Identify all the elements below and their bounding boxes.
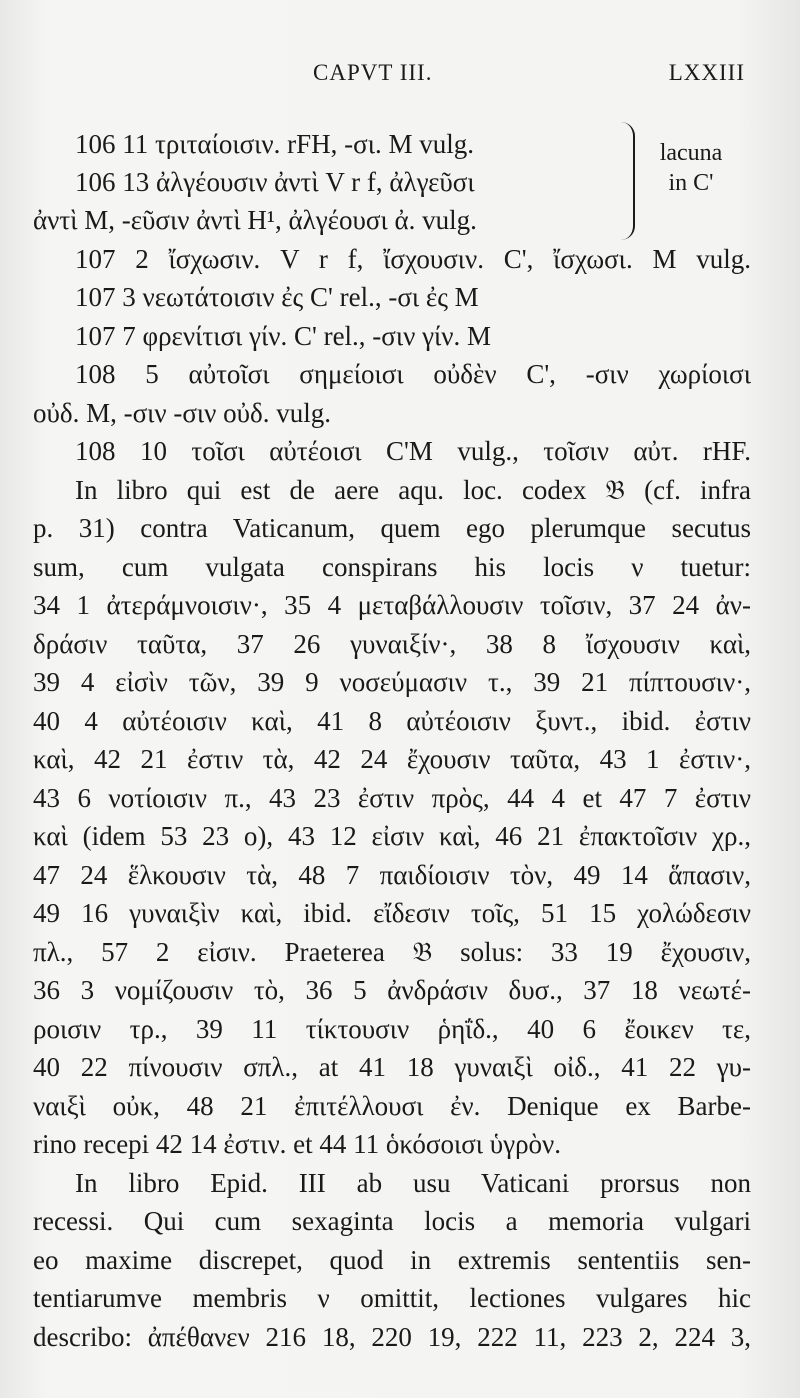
text-line: 36 3 νομίζουσιν τὸ, 36 5 ἀνδράσιν δυσ., 37 18 νεωτέ- <box>33 975 751 1005</box>
text-line: δράσιν ταῦτα, 37 26 γυναιξίν·, 38 8 ἴσχουσιν καὶ, <box>33 629 751 659</box>
text-line: 47 24 ἕλκουσιν τὰ, 48 7 παιδίοισιν τὸν, 49 14 ἅπασιν, <box>33 860 751 890</box>
text-line: 39 4 εἰσὶν τῶν, 39 9 νοσεύμασιν τ., 39 21 πίπτουσιν·, <box>33 667 751 697</box>
lacuna-word: lacuna <box>659 140 723 166</box>
text-line: 107 3 νεωτάτοισιν ἐς C' rel., -σι ἐς M <box>75 282 479 312</box>
text-line: 34 1 ἀτεράμνοισιν·, 35 4 μεταβάλλουσιν τοῖσιν, 37 24 ἀν- <box>33 590 751 620</box>
text-line: ναιξὶ οὐκ, 48 21 ἐπιτέλλουσι ἐν. Denique ex Barbe- <box>33 1091 751 1121</box>
text-line: recessi. Qui cum sexaginta locis a memoria vulgari <box>33 1206 751 1236</box>
text-line: 107 7 φρενίτισι γίν. C' rel., -σιν γίν. M <box>75 321 491 351</box>
text-line: 49 16 γυναιξὶν καὶ, ibid. εἴδεσιν τοῖς, 51 15 χολώδεσιν <box>33 898 751 928</box>
text-line: 106 13 ἀλγέουσιν ἀντὶ V r f, ἀλγεῦσι <box>75 167 475 197</box>
text-line: οὐδ. M, -σιν -σιν οὐδ. vulg. <box>33 398 331 428</box>
text-line: rino recepi 42 14 ἐστιν. et 44 11 ὁκόσοισι ὑγρὸν. <box>33 1129 562 1159</box>
text-line: καὶ, 42 21 ἐστιν τὰ, 42 24 ἔχουσιν ταῦτα, 43 1 ἐστιν·, <box>33 744 751 774</box>
text-line: p. 31) contra Vaticanum, quem ego plerumque secutus <box>33 513 751 543</box>
text-line: ροισιν τρ., 39 11 τίκτουσιν ῥηΐδ., 40 6 ἔοικεν τε, <box>33 1014 751 1044</box>
text-line: ἀντὶ M, -εῦσιν ἀντὶ H¹, ἀλγέουσι ἀ. vulg. <box>33 205 477 235</box>
text-line: eo maxime discrepet, quod in extremis sententiis sen- <box>33 1245 751 1275</box>
text-line: 108 5 αὐτοῖσι σημείοισι οὐδὲν C', -σιν χωρίοισι <box>75 359 751 389</box>
text-line: 107 2 ἴσχωσιν. V r f, ἴσχουσιν. C', ἴσχωσι. M vulg. <box>75 244 751 274</box>
text-line: sum, cum vulgata conspirans his locis ν tuetur: <box>33 552 751 582</box>
text-line: describo: ἀπέθανεν 216 18, 220 19, 222 11, 223 2, 224 3, <box>33 1322 751 1352</box>
text-line: In libro qui est de aere aqu. loc. codex 𝔅 (cf. infra <box>75 475 751 505</box>
text-line: 108 10 τοῖσι αὐτέοισι C'M vulg., τοῖσιν αὐτ. rHF. <box>75 436 751 466</box>
text-line: 40 4 αὐτέοισιν καὶ, 41 8 αὐτέοισιν ξυντ., ibid. ἐστιν <box>33 706 751 736</box>
text-line: 40 22 πίνουσιν σπλ., at 41 18 γυναιξὶ οἰδ., 41 22 γυ- <box>33 1052 751 1082</box>
text-line: In libro Epid. III ab usu Vaticani prorsus non <box>75 1168 751 1198</box>
text-line: 43 6 νοτίοισιν π., 43 23 ἐστιν πρὸς, 44 4 et 47 7 ἐστιν <box>33 783 751 813</box>
text-line: tentiarumve membris ν omittit, lectiones vulgares hic <box>33 1283 751 1313</box>
running-head <box>75 60 745 92</box>
text-line: πλ., 57 2 εἰσιν. Praeterea 𝔅 solus: 33 19 ἔχουσιν, <box>33 937 751 967</box>
text-line: 106 11 τριταίοισιν. rFH, -σι. M vulg. <box>75 129 474 159</box>
brace-bracket <box>603 122 635 240</box>
page-number: LXXIII <box>668 60 745 85</box>
lacuna-location: in C' <box>668 170 714 196</box>
text-line: καὶ (idem 53 23 ο), 43 12 εἰσιν καὶ, 46 21 ἐπακτοῖσιν χρ., <box>33 821 751 851</box>
chapter-title: CAPVT III. <box>313 60 433 85</box>
lacuna-note <box>636 138 746 198</box>
